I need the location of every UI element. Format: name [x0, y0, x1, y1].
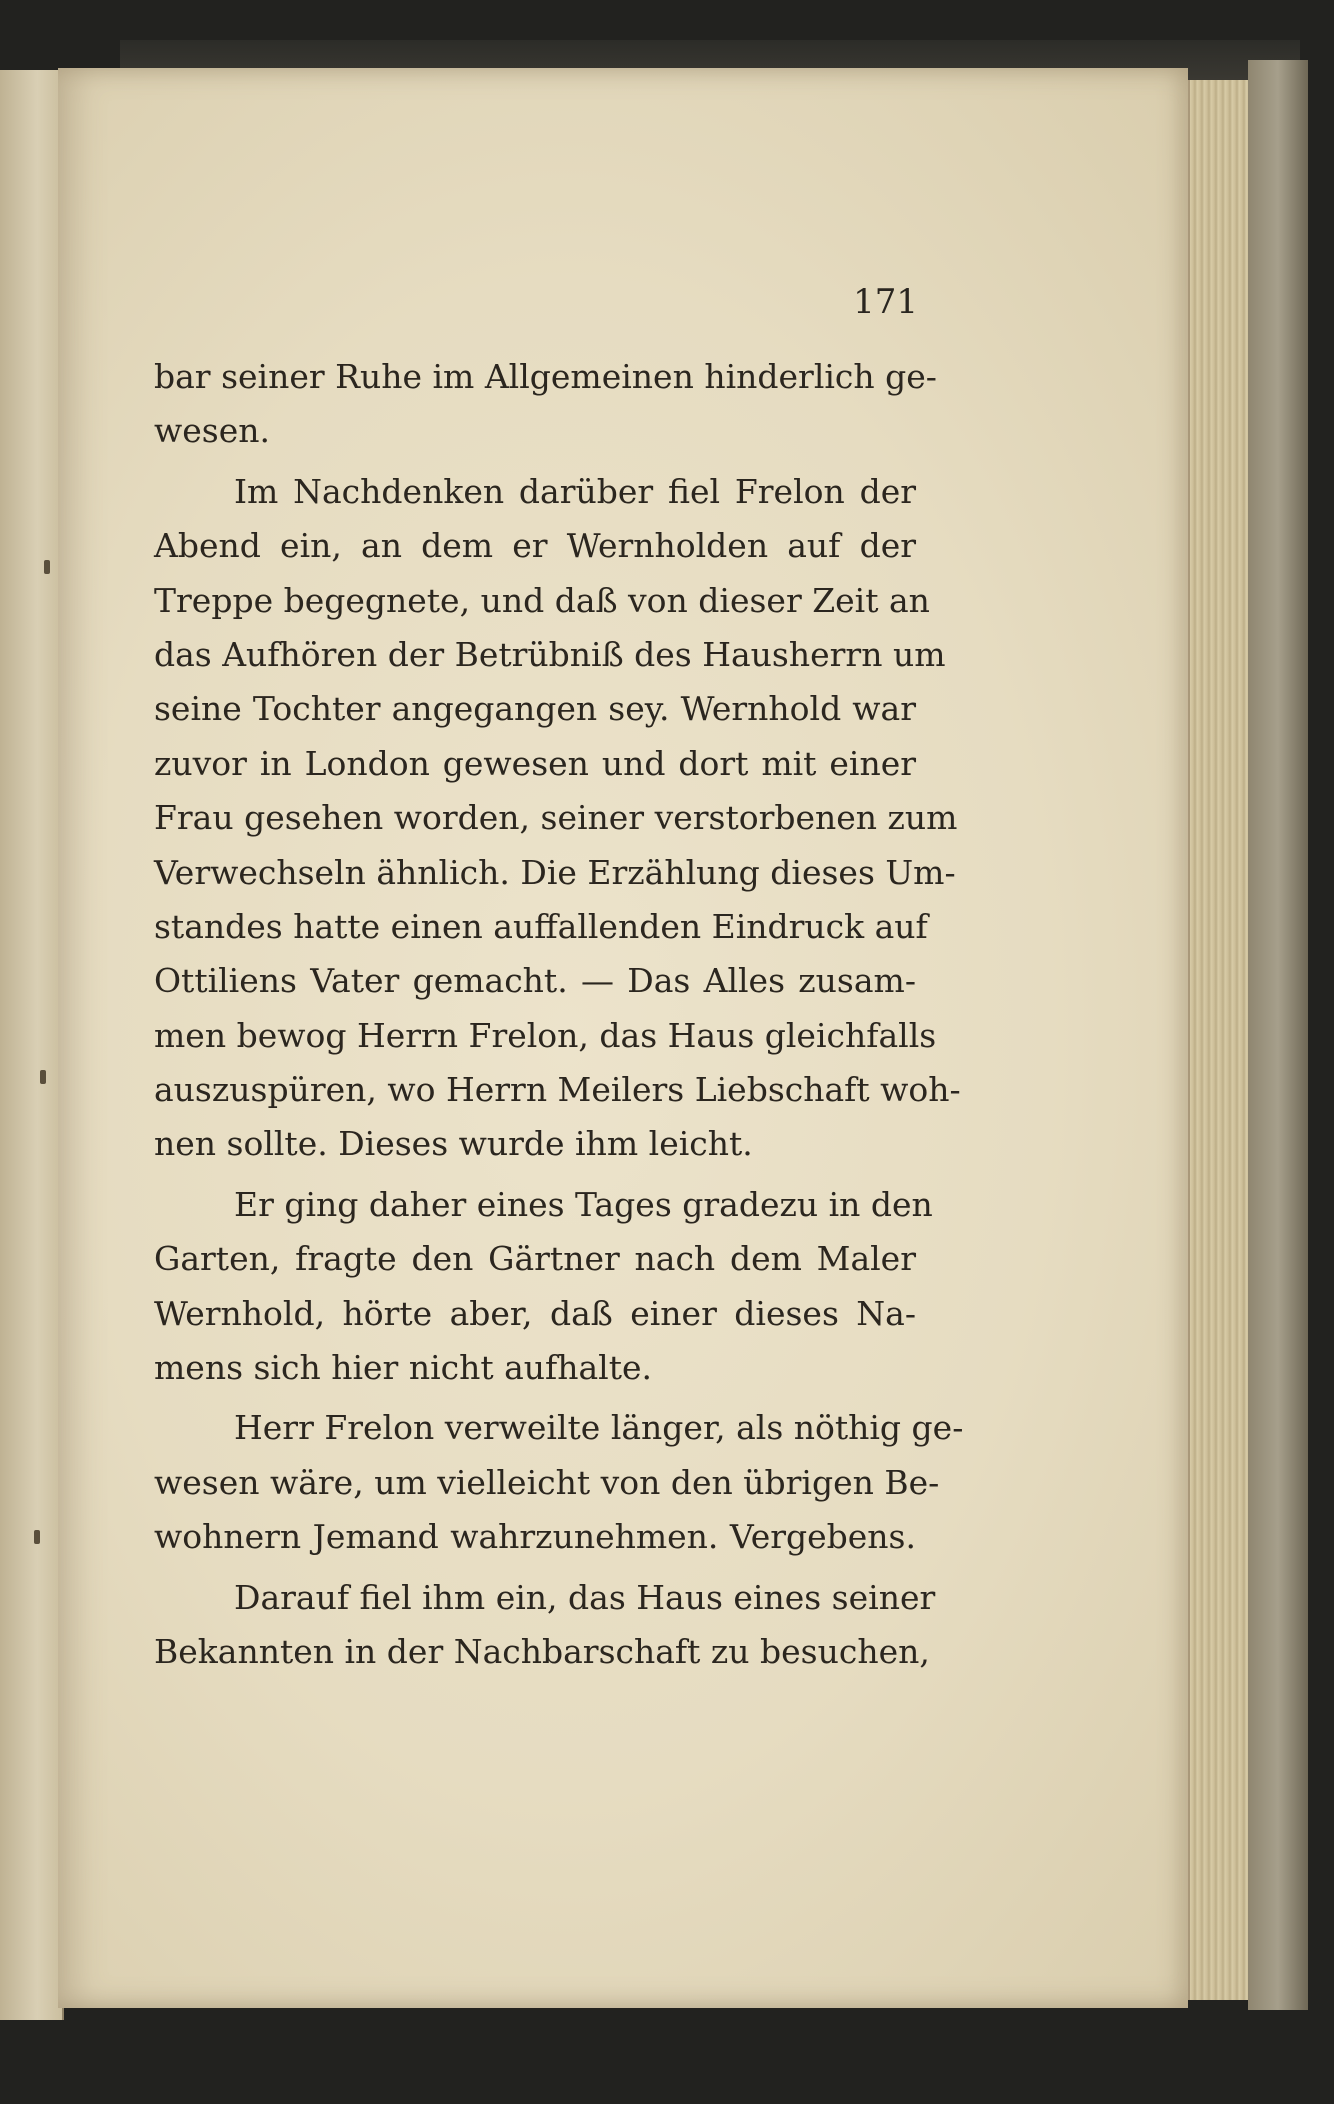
- text-line: mens sich hier nicht aufhalte.: [154, 1348, 653, 1388]
- text-line: Bekannten in der Nachbarschaft zu besuchen,: [154, 1631, 930, 1671]
- text-line: Garten, fragte den Gärtner nach dem Maler: [154, 1239, 916, 1279]
- paragraph: [154, 1571, 936, 1680]
- body-text: [154, 350, 964, 1685]
- paragraph: [154, 1401, 964, 1564]
- text-line: wesen wäre, um vielleicht von den übrigen Be-: [154, 1462, 940, 1502]
- text-line: Verwechseln ähnlich. Die Erzählung dieses Um-: [154, 852, 956, 892]
- text-line: men bewog Herrn Frelon, das Haus gleichfalls: [154, 1015, 937, 1055]
- text-line: auszuspüren, wo Herrn Meilers Liebschaft woh-: [154, 1070, 961, 1110]
- text-line: bar seiner Ruhe im Allgemeinen hinderlich ge-: [154, 357, 937, 396]
- text-line: Er ging daher eines Tages gradezu in den: [234, 1184, 933, 1224]
- left-page-edge: [0, 70, 64, 2020]
- text-line: Wernhold, hörte aber, daß einer dieses Na-: [154, 1293, 916, 1333]
- page-number: 171: [853, 282, 918, 322]
- paragraph: [154, 350, 937, 459]
- text-line: Ottiliens Vater gemacht. — Das Alles zusam-: [154, 961, 916, 1001]
- text-line: standes hatte einen auffallenden Eindruck auf: [154, 906, 928, 946]
- paragraph: [154, 465, 961, 1172]
- text-line: wohnern Jemand wahrzunehmen. Vergebens.: [154, 1517, 916, 1557]
- margin-mark: [44, 560, 50, 574]
- text-line: das Aufhören der Betrübniß des Hausherrn um: [154, 634, 946, 674]
- text-line: seine Tochter angegangen sey. Wernhold war: [154, 689, 916, 729]
- text-line: Treppe begegnete, und daß von dieser Zeit an: [154, 580, 930, 620]
- page-edges: [1188, 80, 1250, 2000]
- text-line: Darauf fiel ihm ein, das Haus eines seiner: [234, 1577, 936, 1617]
- text-line: nen sollte. Dieses wurde ihm leicht.: [154, 1124, 753, 1164]
- text-line: Herr Frelon verweilte länger, als nöthig ge-: [234, 1408, 964, 1448]
- margin-mark: [40, 1070, 46, 1084]
- text-line: wesen.: [154, 411, 270, 451]
- margin-mark: [34, 1530, 40, 1544]
- text-line: zuvor in London gewesen und dort mit einer: [154, 743, 916, 783]
- paragraph: [154, 1178, 933, 1396]
- book-cover-right: [1248, 60, 1308, 2010]
- text-line: Abend ein, an dem er Wernholden auf der: [154, 526, 916, 566]
- text-line: Im Nachdenken darüber fiel Frelon der: [234, 471, 916, 511]
- text-line: Frau gesehen worden, seiner verstorbenen zum: [154, 798, 958, 838]
